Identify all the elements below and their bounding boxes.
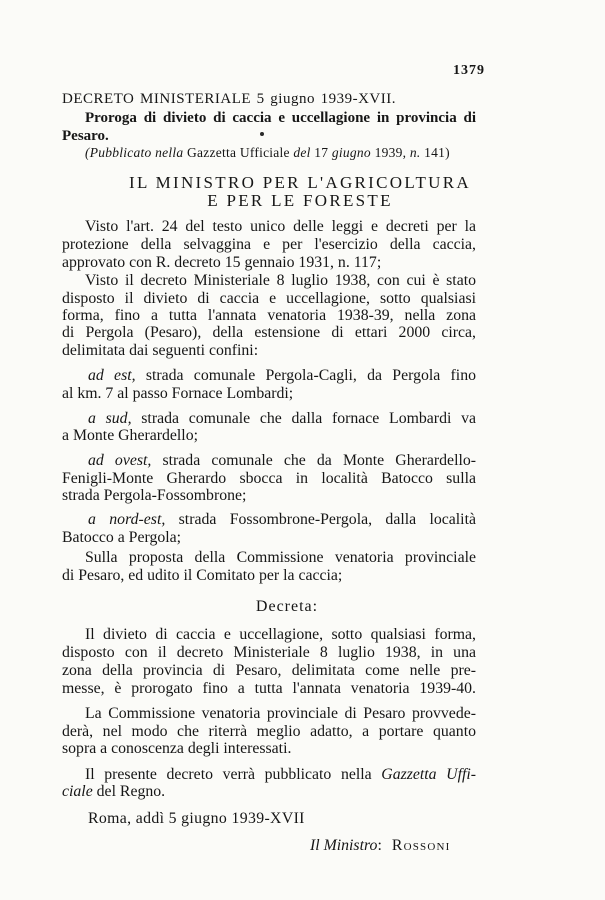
signature-name: Rossoni — [391, 837, 451, 854]
preamble-line: di Pesaro, ed udito il Comitato per la caccia; — [62, 567, 343, 584]
clause-gazette: ciale — [62, 783, 93, 800]
note-part: giugno — [331, 145, 371, 160]
boundary-south — [88, 410, 476, 428]
boundary-text: strada Fossombrone-Pergola, dalla località — [178, 511, 476, 528]
article-line: derà, nel modo che riterrà meglio adatto, a portare quanto — [62, 723, 476, 740]
clause-text: Il presente decreto verrà pubblicato nella — [85, 766, 372, 783]
boundary-text: strada comunale che da Monte Gherardello- — [162, 452, 477, 469]
note-part: 141) — [424, 145, 450, 160]
boundary-east — [88, 367, 476, 385]
signature-separator: : — [377, 837, 382, 854]
boundary-north-east — [88, 511, 476, 529]
preamble-line: delimitata dai seguenti confini: — [62, 342, 259, 359]
boundary-west — [88, 452, 476, 470]
page-number: 1379 — [453, 63, 485, 78]
publication-clause-line-1 — [85, 766, 476, 784]
article-line: sopra a conoscenza degli interessati. — [62, 740, 292, 757]
direction-label: a sud, — [88, 410, 132, 427]
preamble-line: Visto l'art. 24 del testo unico delle leggi e decreti per la — [85, 218, 476, 235]
boundary-text: strada comunale che dalla fornace Lombardi va — [141, 410, 476, 427]
note-part: (Pubblicato nella — [85, 145, 184, 160]
scan-speck — [260, 132, 264, 136]
boundary-text: strada comunale Pergola-Cagli, da Pergola fino — [145, 367, 476, 384]
decreta-heading: Decreta: — [255, 598, 319, 615]
article-line: messe, è prorogato fino a tutta l'annata venatoria 1939-40. — [62, 680, 476, 697]
clause-text: del Regno. — [96, 783, 166, 800]
note-part: n. — [409, 145, 421, 160]
preamble-line: di Pergola (Pesaro), della estensione di ettari 2000 circa, — [62, 324, 476, 341]
decree-title: DECRETO MINISTERIALE 5 giugno 1939-XVII. — [62, 91, 396, 107]
article-line: disposto con il decreto Ministeriale 8 luglio 1938, in una — [62, 644, 476, 661]
preamble-line: approvato con R. decreto 15 gennaio 1931, n. 117; — [62, 254, 382, 271]
preamble-line: disposto il divieto di caccia e uccellagione, sotto qualsiasi — [62, 290, 476, 307]
boundary-text: a Monte Gherardello; — [62, 427, 198, 444]
issuer-heading-line-2: E PER LE FORESTE — [207, 191, 393, 210]
publication-clause-line-2 — [62, 783, 476, 801]
boundary-text: Fenigli-Monte Gherardo sbocca in località Batocco sulla — [62, 470, 476, 487]
direction-label: ad ovest, — [88, 452, 152, 469]
signature-title: Il Ministro — [310, 837, 378, 854]
direction-label: a nord-est, — [88, 511, 166, 528]
note-part: del — [293, 145, 311, 160]
article-line: Il divieto di caccia e uccellagione, sotto qualsiasi forma, — [85, 626, 476, 643]
decree-subject-line-2: Pesaro. — [62, 128, 109, 144]
issuer-heading-line-1: IL MINISTRO PER L'AGRICOLTURA — [129, 173, 471, 192]
clause-gazette: Gazzetta Uffi- — [381, 766, 477, 783]
direction-label: ad est, — [88, 367, 136, 384]
place-date: Roma, addì 5 giugno 1939-XVII — [88, 810, 305, 827]
note-part: Gazzetta Ufficiale — [186, 145, 290, 160]
preamble-line: Visto il decreto Ministeriale 8 luglio 1938, con cui è stato — [85, 272, 476, 289]
article-line: La Commissione venatoria provinciale di Pesaro provvede- — [85, 705, 476, 722]
preamble-line: forma, fino a tutta l'annata venatoria 1938-39, nella zona — [62, 307, 476, 324]
preamble-line: Sulla proposta della Commissione venatoria provinciale — [85, 549, 476, 566]
note-part: 17 — [314, 145, 329, 160]
note-part: 1939, — [374, 145, 407, 160]
decree-subject-line-1: Proroga di divieto di caccia e uccellagione in provincia di — [85, 110, 476, 126]
boundary-text: al km. 7 al passo Fornace Lombardi; — [62, 385, 294, 402]
signature — [310, 837, 451, 855]
publication-note — [85, 144, 450, 162]
boundary-text: Batocco a Pergola; — [62, 529, 182, 546]
preamble-line: protezione della selvaggina e per l'esercizio della caccia, — [62, 236, 476, 253]
article-line: zona della provincia di Pesaro, delimitata come nelle pre- — [62, 662, 476, 679]
boundary-text: strada Pergola-Fossombrone; — [62, 487, 247, 504]
